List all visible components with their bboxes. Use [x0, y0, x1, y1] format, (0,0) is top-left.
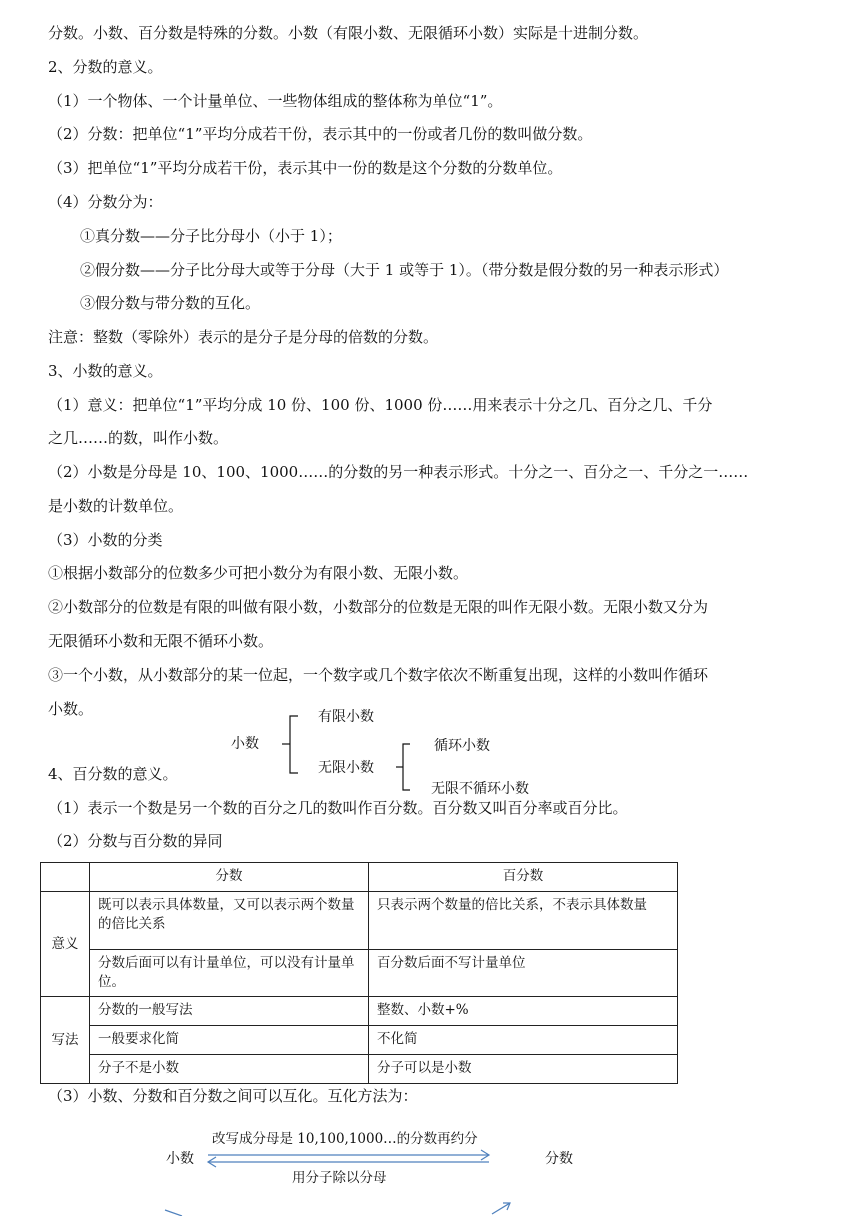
comparison-table: [40, 862, 678, 1084]
table-row: [41, 1026, 678, 1055]
text-line: （2）分数：把单位“1”平均分成若干份，表示其中的一份或者几份的数叫做分数。: [48, 125, 593, 143]
text-line: （1）意义：把单位“1”平均分成 10 份、100 份、1000 份……用来表示十分之几、百分之几、千分: [48, 396, 713, 414]
table-cell: 分子不是小数: [90, 1055, 369, 1084]
table-cell: 分数后面可以有计量单位，可以没有计量单位。: [90, 949, 369, 996]
text-line: 分数。小数、百分数是特殊的分数。小数（有限小数、无限循环小数）实际是十进制分数。: [48, 24, 649, 42]
text-line: 之几……的数，叫作小数。: [48, 429, 229, 447]
table-cell: 分数的一般写法: [90, 997, 369, 1026]
text-line: ②小数部分的位数是有限的叫做有限小数，小数部分的位数是无限的叫作无限小数。无限小数又分为: [48, 598, 709, 616]
text-line: （3）小数的分类: [48, 531, 163, 549]
text-line: ③一个小数，从小数部分的某一位起，一个数字或几个数字依次不断重复出现，这样的小数叫作循环: [48, 666, 709, 684]
text-line: ②假分数——分子比分母大或等于分母（大于 1 或等于 1）。（带分数是假分数的另一种表示形式）: [80, 261, 729, 279]
flow-top-arrow-label: 改写成分母是 10,100,1000…的分数再约分: [212, 1131, 478, 1147]
table-header-cell: 分数: [90, 863, 369, 892]
diagram-repeating-label: 循环小数: [434, 738, 490, 754]
table-cell: 分子可以是小数: [369, 1055, 678, 1084]
text-line: （1）一个物体、一个计量单位、一些物体组成的整体称为单位“1”。: [48, 92, 503, 110]
table-cell: 既可以表示具体数量，又可以表示两个数量的倍比关系: [90, 892, 369, 950]
table-header-row: [41, 863, 678, 892]
flow-fraction-label: 分数: [545, 1151, 573, 1167]
section-heading: 4、百分数的意义。: [48, 765, 178, 783]
section-heading: 3、小数的意义。: [48, 362, 163, 380]
table-header-cell: 百分数: [369, 863, 678, 892]
table-row: [41, 892, 678, 950]
table-cell: 整数、小数+%: [369, 997, 678, 1026]
diagram-non-repeating-label: 无限不循环小数: [431, 781, 529, 797]
note-line: 注意：整数（零除外）表示的是分子是分母的倍数的分数。: [48, 328, 439, 346]
text-line: （4）分数分为：: [48, 193, 163, 211]
section-heading: 2、分数的意义。: [48, 58, 163, 76]
table-cell: 只表示两个数量的倍比关系，不表示具体数量: [369, 892, 678, 950]
table-row-header: 意义: [41, 892, 90, 997]
diagram-root-label: 小数: [231, 736, 259, 752]
flow-decimal-label: 小数: [166, 1151, 194, 1167]
text-line: （2）分数与百分数的异同: [48, 832, 223, 850]
text-line: 是小数的计数单位。: [48, 497, 184, 515]
table-header-cell: [41, 863, 90, 892]
table-cell: 不化简: [369, 1026, 678, 1055]
table-row-header: 写法: [41, 997, 90, 1084]
diagram-finite-label: 有限小数: [318, 709, 374, 725]
flow-bottom-arrow-label: 用分子除以分母: [292, 1170, 387, 1186]
text-line: 无限循环小数和无限不循环小数。: [48, 632, 274, 650]
table-row: [41, 1055, 678, 1084]
table-cell: 百分数后面不写计量单位: [369, 949, 678, 996]
text-line: ①根据小数部分的位数多少可把小数分为有限小数、无限小数。: [48, 564, 469, 582]
text-line: ①真分数——分子比分母小（小于 1）；: [80, 227, 342, 245]
text-line: （3）小数、分数和百分数之间可以互化。互化方法为：: [48, 1087, 418, 1105]
table-cell: 一般要求化简: [90, 1026, 369, 1055]
table-row: [41, 997, 678, 1026]
table-row: [41, 949, 678, 996]
text-line: （1）表示一个数是另一个数的百分之几的数叫作百分数。百分数又叫百分率或百分比。: [48, 799, 628, 817]
text-line: 小数。: [48, 700, 94, 718]
text-line: （2）小数是分母是 10、100、1000……的分数的另一种表示形式。十分之一、百分之一、千分之一……: [48, 463, 749, 481]
text-line: ③假分数与带分数的互化。: [80, 294, 261, 312]
diagram-infinite-label: 无限小数: [318, 760, 374, 776]
text-line: （3）把单位“1”平均分成若干份，表示其中一份的数是这个分数的分数单位。: [48, 159, 563, 177]
